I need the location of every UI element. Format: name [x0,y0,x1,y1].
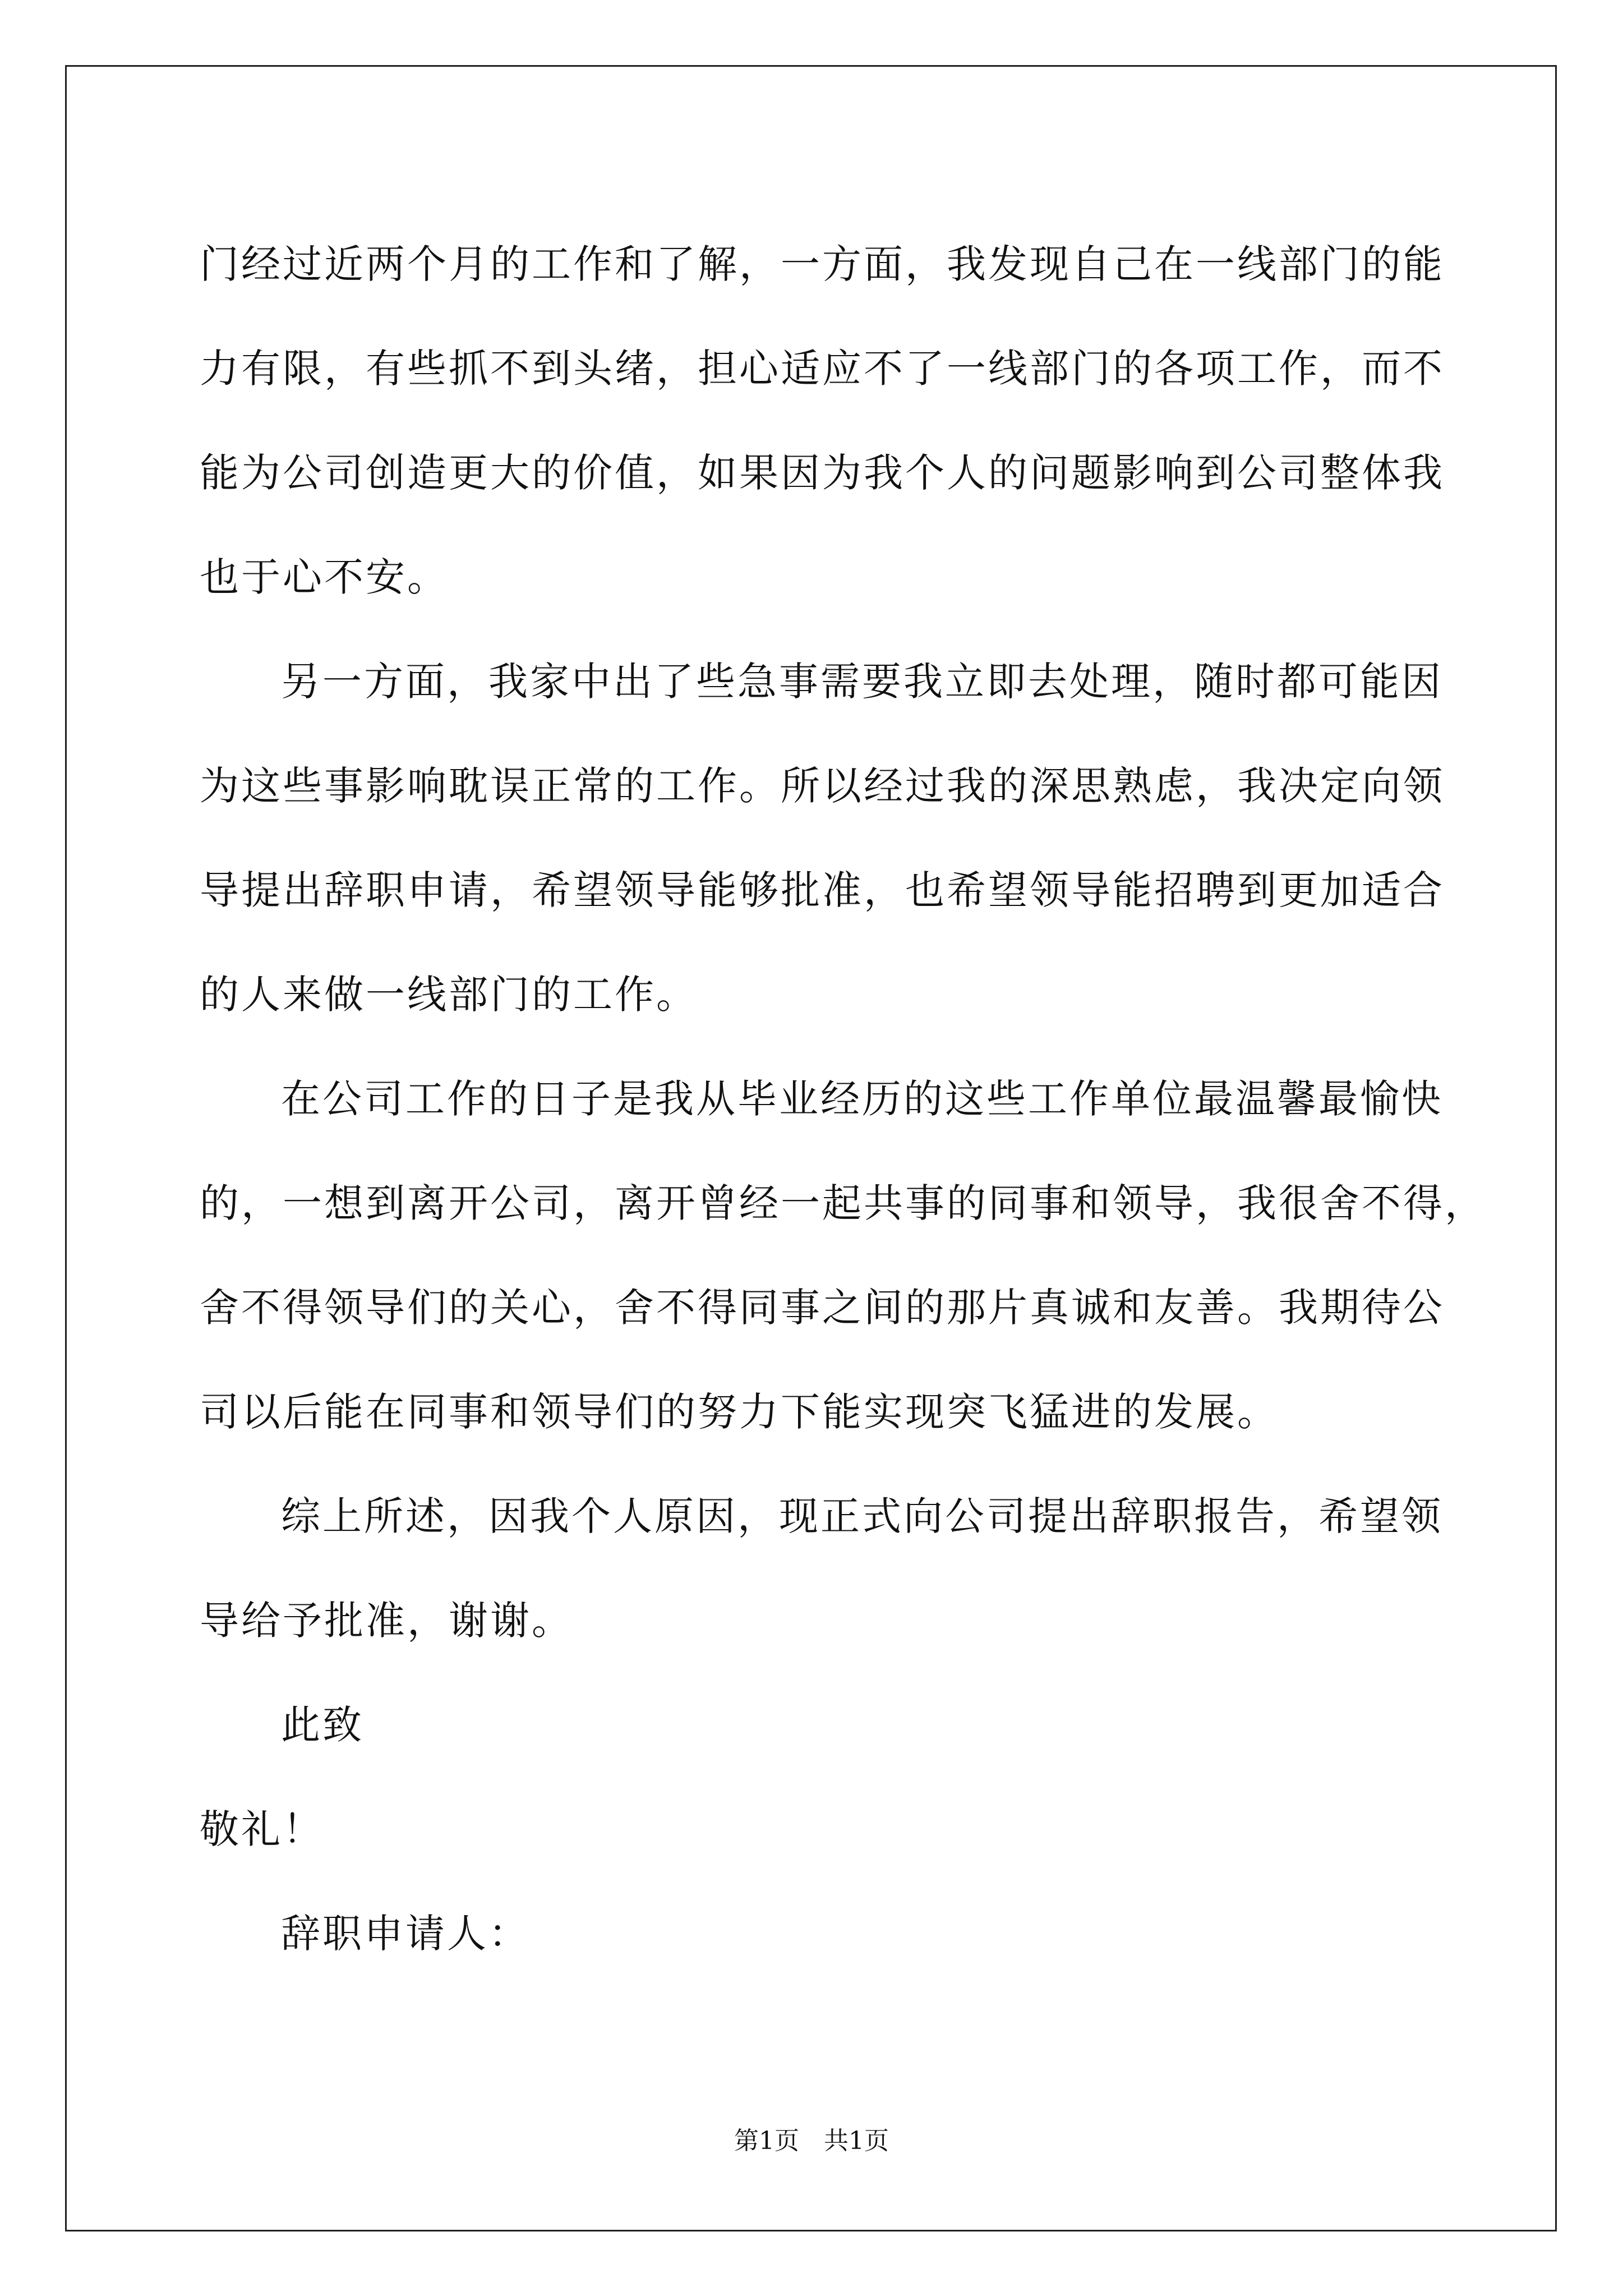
signature-line: 辞职申请人： [281,1911,530,1957]
text-line-12: 司以后能在同事和领导们的努力下能实现突飞猛进的发展。 [200,1389,1279,1435]
text-line-5: 另一方面，我家中出了些急事需要我立即去处理，随时都可能因 [281,659,1443,705]
text-line-8: 的人来做一线部门的工作。 [200,972,698,1018]
text-line-6: 为这些事影响耽误正常的工作。所以经过我的深思熟虑，我决定向领 [200,763,1445,809]
regards-line: 敬礼！ [200,1806,324,1852]
text-line-3: 能为公司创造更大的价值，如果因为我个人的问题影响到公司整体我 [200,450,1445,496]
text-line-10: 的，一想到离开公司，离开曾经一起共事的同事和领导，我很舍不得， [200,1180,1486,1226]
text-line-2: 力有限，有些抓不到头绪，担心适应不了一线部门的各项工作，而不 [200,346,1445,392]
salutation-line: 此致 [281,1702,364,1748]
text-line-11: 舍不得领导们的关心，舍不得同事之间的那片真诚和友善。我期待公 [200,1285,1445,1331]
letter-body [200,212,1486,1986]
text-line-4: 也于心不安。 [200,554,449,600]
text-line-9: 在公司工作的日子是我从毕业经历的这些工作单位最温馨最愉快 [281,1076,1443,1122]
text-line-13: 综上所述，因我个人原因，现正式向公司提出辞职报告，希望领 [281,1493,1443,1539]
text-line-14: 导给予批准，谢谢。 [200,1598,573,1644]
text-line-1: 门经过近两个月的工作和了解，一方面，我发现自己在一线部门的能 [200,241,1445,287]
page-footer: 第1页 共1页 [734,2127,889,2155]
text-line-7: 导提出辞职申请，希望领导能够批准，也希望领导能招聘到更加适合 [200,867,1445,913]
